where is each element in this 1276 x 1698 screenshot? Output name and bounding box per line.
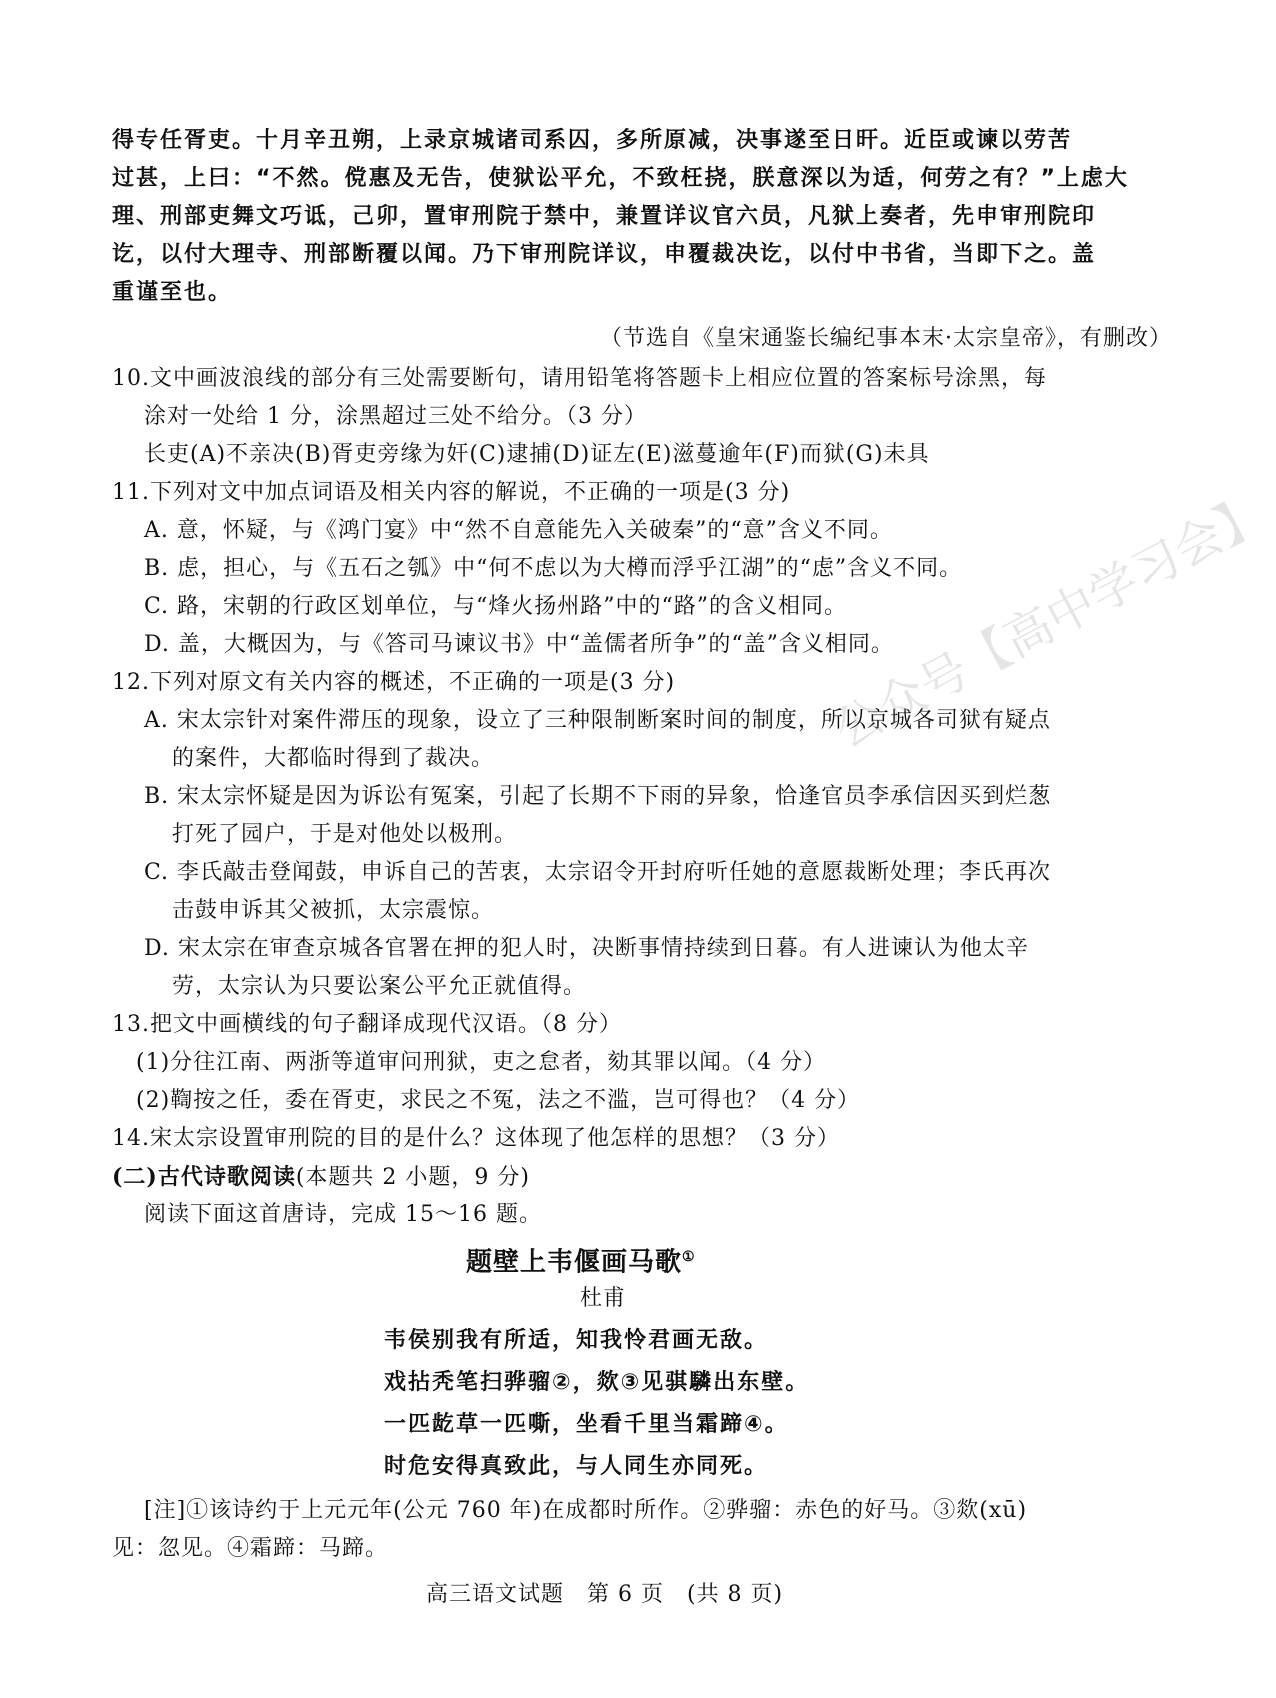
q10-stem-2: 涂对一处给 1 分，涂黑超过三处不给分。（3 分） — [144, 404, 647, 429]
q12-option-a-1: A. 宋太宗针对案件滞压的现象，设立了三种限制断案时间的制度，所以京城各司狱有疑点 — [144, 708, 1051, 733]
q10-stem-1: 10.文中画波浪线的部分有三处需要断句，请用铅笔将答题卡上相应位置的答案标号涂黑，每 — [112, 366, 1047, 391]
passage-line-2: 过甚，上曰：“不然。傥惠及无告，使狱讼平允，不致枉挠，朕意深以为适，何劳之有？”上虑大 — [112, 166, 1129, 191]
poem-title-text: 题壁上韦偃画马歌 — [466, 1247, 683, 1278]
q12-option-c-1: C. 李氏敲击登闻鼓，申诉自己的苦衷，太宗诏令开封府听任她的意愿裁断处理；李氏再次 — [144, 860, 1052, 885]
q12-option-c-2: 击鼓申诉其父被抓，太宗震惊。 — [172, 898, 495, 923]
watermark: 公众号【高中学习会】 — [825, 484, 1276, 760]
notes-line-2: 见：忽见。④霜蹄：马蹄。 — [112, 1536, 389, 1561]
q11-option-d: D. 盖，大概因为，与《答司马谏议书》中“盖儒者所争”的“盖”含义相同。 — [144, 632, 894, 657]
q11-option-b: B. 虑，担心，与《五石之瓠》中“何不虑以为大樽而浮乎江湖”的“虑”含义不同。 — [144, 556, 963, 581]
section2-heading — [112, 1160, 530, 1195]
poem-author: 杜甫 — [580, 1286, 627, 1311]
section2-heading-bold: (二)古代诗歌阅读 — [112, 1164, 296, 1190]
section2-heading-rest: (本题共 2 小题，9 分) — [295, 1165, 530, 1190]
passage-line-1: 得专任胥吏。十月辛丑朔，上录京城诸司系囚，多所原减，决事遂至日旰。近臣或谏以劳苦 — [112, 128, 1073, 153]
q12-stem: 12.下列对原文有关内容的概述，不正确的一项是(3 分) — [112, 670, 676, 695]
poem-title-note: ① — [682, 1249, 696, 1265]
q12-option-b-1: B. 宋太宗怀疑是因为诉讼有冤案，引起了长期不下雨的异象，恰逢官员李承信因买到烂葱 — [144, 784, 1052, 809]
q13-item-2: (2)鞫按之任，委在胥吏，求民之不冤，法之不滥，岂可得也？（4 分） — [136, 1088, 861, 1113]
page-footer: 高三语文试题 第 6 页 (共 8 页) — [426, 1582, 784, 1607]
passage-line-4: 讫，以付大理寺、刑部断覆以闻。乃下审刑院详议，申覆裁决讫，以付中书省，当即下之。盖 — [112, 242, 1097, 267]
q11-option-c: C. 路，宋朝的行政区划单位，与“烽火扬州路”中的“路”的含义相同。 — [144, 594, 848, 619]
q11-option-a: A. 意，怀疑，与《鸿门宴》中“然不自意能先入关破秦”的“意”含义不同。 — [144, 518, 893, 543]
q12-option-b-2: 打死了园户，于是对他处以极刑。 — [172, 822, 518, 847]
passage-line-3: 理、刑部吏舞文巧诋，己卯，置审刑院于禁中，兼置详议官六员，凡狱上奏者，先申审刑院印 — [112, 204, 1097, 229]
poem-line-3: 一匹龁草一匹嘶，坐看千里当霜蹄④。 — [384, 1412, 789, 1437]
section2-instruction: 阅读下面这首唐诗，完成 15～16 题。 — [144, 1202, 542, 1227]
q12-option-a-2: 的案件，大都临时得到了裁决。 — [172, 746, 495, 771]
q13-stem: 13.把文中画横线的句子翻译成现代汉语。（8 分） — [112, 1012, 622, 1037]
poem-line-4: 时危安得真致此，与人同生亦同死。 — [384, 1454, 769, 1479]
q14-stem: 14.宋太宗设置审刑院的目的是什么？这体现了他怎样的思想？（3 分） — [112, 1126, 840, 1151]
poem-title — [466, 1240, 696, 1280]
source-citation: （节选自《皇宋通鉴长编纪事本末·太宗皇帝》，有删改） — [600, 326, 1172, 351]
notes-line-1: [注]①该诗约于上元元年(公元 760 年)在成都时所作。②骅骝：赤色的好马。③欻(xū) — [144, 1498, 1028, 1523]
poem-line-2: 戏拈秃笔扫骅骝②，欻③见骐驎出东壁。 — [384, 1370, 810, 1395]
passage-line-5: 重谨至也。 — [112, 280, 233, 305]
q12-option-d-1: D. 宋太宗在审查京城各官署在押的犯人时，决断事情持续到日暮。有人进谏认为他太辛 — [144, 936, 1029, 961]
q13-item-1: (1)分往江南、两浙等道审问刑狱，吏之怠者，劾其罪以闻。（4 分） — [136, 1050, 827, 1075]
poem-line-1: 韦侯别我有所适，知我怜君画无敌。 — [384, 1328, 769, 1353]
q12-option-d-2: 劳，太宗认为只要讼案公平允正就值得。 — [172, 974, 587, 999]
q11-stem: 11.下列对文中加点词语及相关内容的解说，不正确的一项是(3 分) — [112, 480, 791, 505]
q10-options: 长吏(A)不亲决(B)胥吏旁缘为奸(C)逮捕(D)证左(E)滋蔓逾年(F)而狱(G)未具 — [144, 442, 930, 467]
